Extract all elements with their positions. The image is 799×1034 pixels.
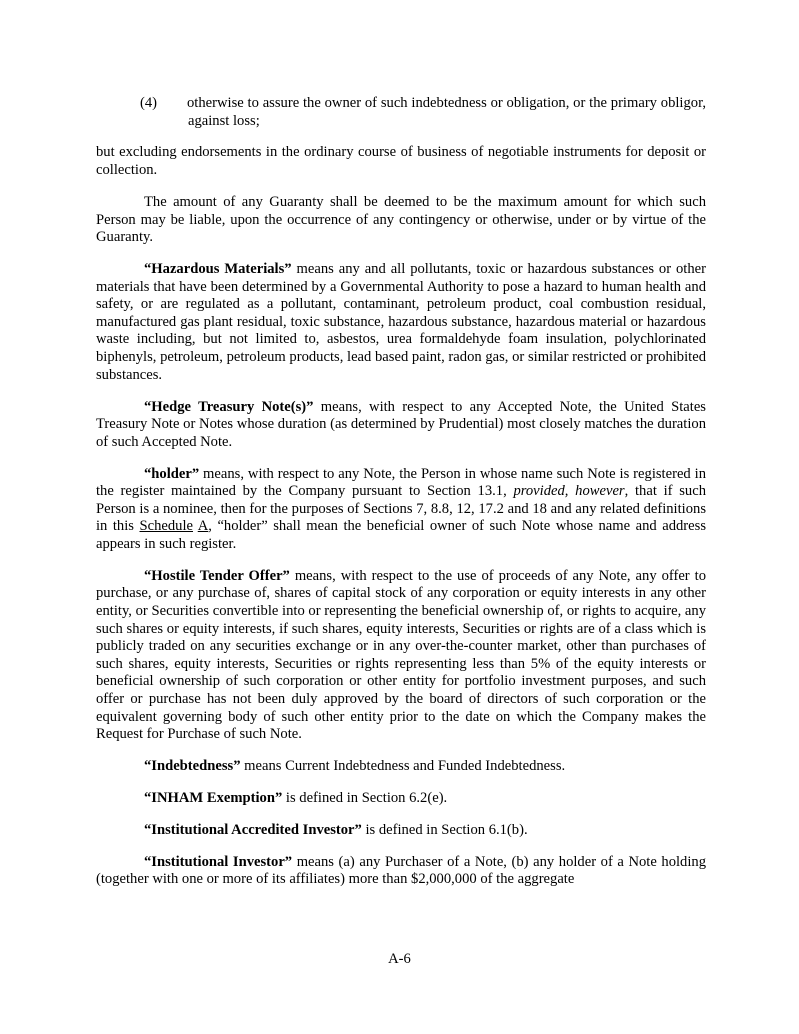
definition-indebtedness: [96, 758, 706, 776]
excluding-paragraph: but excluding endorsements in the ordinary course of business of negotiable instruments for deposit or collection.: [96, 144, 706, 179]
definition-text: is defined in Section 6.2(e).: [282, 789, 448, 806]
term-hedge-treasury-notes: “Hedge Treasury Note(s)”: [144, 398, 314, 415]
definition-institutional-investor: [96, 854, 706, 889]
document-page: [96, 95, 706, 903]
definition-text: means any and all pollutants, toxic or hazardous substances or other materials that have been determined by a Governmental Authority to pose a hazard to human health and safety, or are regulated as a pollutant, contaminant, petroleum product, coal combustion residual, manufactured gas plant residual, toxic substance, hazardous substance, hazardous material or hazardous waste including, but not limited to, asbestos, urea formaldehyde foam insulation, polychlorinated biphenyls, petroleum, petroleum products, lead based paint, radon gas, or similar restricted or prohibited substances.: [96, 261, 706, 383]
guaranty-amount-paragraph: The amount of any Guaranty shall be deemed to be the maximum amount for which such Person may be liable, upon the occurrence of any contingency or otherwise, under or by virtue of the Guaranty.: [96, 193, 706, 246]
definition-institutional-accredited-investor: [96, 822, 706, 840]
definition-holder: [96, 466, 706, 554]
term-hazardous-materials: “Hazardous Materials”: [144, 261, 292, 278]
definition-text: is defined in Section 6.1(b).: [361, 821, 528, 838]
term-indebtedness: “Indebtedness”: [144, 758, 241, 775]
schedule-letter: A: [197, 518, 209, 535]
definition-text: means, with respect to any Accepted Note, the United States Treasury Note or Notes whose duration (as determined by Prudential) most closely matches the duration of such Accepted Note.: [96, 398, 706, 450]
term-holder: “holder”: [144, 465, 200, 482]
page-number: A-6: [388, 951, 411, 967]
definition-hostile-tender-offer: [96, 568, 706, 744]
definition-text: means Current Indebtedness and Funded Indebtedness.: [240, 758, 566, 775]
definition-hedge-treasury-notes: [96, 399, 706, 452]
term-inham-exemption: “INHAM Exemption”: [144, 789, 283, 806]
definition-text: , that if such Person is a nominee, then for the purposes of Sections 7, 8.8, 12, 17.2 and 18 and any related definitions in this: [96, 483, 706, 535]
schedule-link: Schedule: [139, 518, 193, 535]
term-hostile-tender-offer: “Hostile Tender Offer”: [144, 567, 290, 584]
clause-4: [140, 95, 706, 130]
definition-text: means (a) any Purchaser of a Note, (b) any holder of a Note holding (together with one or more of its affiliates) more than $2,000,000 of the aggregate: [96, 853, 706, 888]
provided-however: provided, however: [513, 483, 625, 500]
term-institutional-investor: “Institutional Investor”: [144, 853, 293, 870]
term-institutional-accredited-investor: “Institutional Accredited Investor”: [144, 821, 362, 838]
definition-text: , “holder” shall mean the beneficial owner of such Note whose name and address appears in such register.: [96, 518, 707, 552]
definition-hazardous-materials: [96, 261, 706, 384]
definition-text: means, with respect to the use of proceeds of any Note, any offer to purchase, or any purchase of, shares of capital stock of any corporation or equity interests in any other entity, or Securities convertible into or representing the beneficial ownership of, or rights to acquire, any such shares or equity interests, if such shares, equity interests, Securities or rights are of a class which is publicly traded on any securities exchange or in any over-the-counter market, other than purchases of such shares, equity interests, Securities or rights representing less than 5% of the equity interests or beneficial ownership of such corporation or other entity for portfolio investment purposes, and such offer or purchase has not been duly approved by the board of directors of such corporation or the equivalent governing body of such other entity prior to the date on which the Company makes the Request for Purchase of such Note.: [96, 567, 706, 743]
definition-text: means, with respect to any Note, the Person in whose name such Note is registered in the register maintained by the Company pursuant to Section 13.1,: [96, 465, 706, 500]
definition-inham-exemption: [96, 790, 706, 808]
clause-4-number: (4): [140, 95, 158, 111]
clause-4-text: otherwise to assure the owner of such indebtedness or obligation, or the primary obligor, against loss;: [187, 95, 706, 129]
